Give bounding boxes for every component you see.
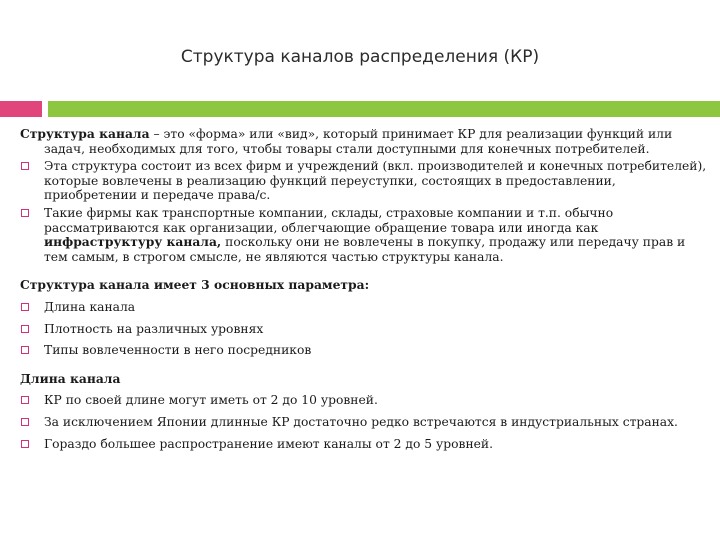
square-bullet-icon <box>21 396 29 404</box>
list-item <box>20 322 712 337</box>
list-item-text: Гораздо большее распространение имеют каналы от 2 до 5 уровней. <box>44 436 494 451</box>
list-item-text: За исключением Японии длинные КР достаточно редко встречаются в индустриальных странах. <box>44 414 678 429</box>
square-bullet-icon <box>21 325 29 333</box>
accent-bar-pink <box>0 101 42 117</box>
square-bullet-icon <box>21 162 29 170</box>
list-item-text: Эта структура состоит из всех фирм и учреждений (вкл. производителей и конечных потребителей), которые вовлечены в реализацию функций переуступки, состоящих в предоставлении, приобретении и передаче права/с. <box>44 159 707 203</box>
list-item-text: Такие фирмы как транспортные компании, склады, страховые компании и т.п. обычно рассматриваются как организации, облегчающие обращение товара или иногда как <box>44 205 614 235</box>
square-bullet-icon <box>21 209 29 217</box>
list-item <box>20 206 712 264</box>
intro-definition: – это «форма» или «вид», который принимает КР для реализации функций или задач, необходимых для того, чтобы товары стали доступными для конечных потребителей. <box>44 127 673 156</box>
list-item-text-cont: поскольку они не вовлечены в покупку, продажу или передачу прав и тем самым, в строгом смысле, не являются частью структуры канала. <box>44 235 686 264</box>
square-bullet-icon <box>21 303 29 311</box>
list-item <box>20 159 712 203</box>
list-item-text: Длина канала <box>44 299 136 314</box>
list-item <box>20 415 712 430</box>
slide-title: Структура каналов распределения (КР) <box>180 47 540 67</box>
length-section <box>20 372 712 451</box>
params-section <box>20 278 712 357</box>
intro-term: Структура канала <box>20 126 150 141</box>
list-item <box>20 393 712 408</box>
intro-paragraph <box>20 127 712 156</box>
list-item <box>20 300 712 315</box>
accent-bar-green <box>48 101 720 117</box>
list-item-text: КР по своей длине могут иметь от 2 до 10 уровней. <box>44 393 378 408</box>
list-item <box>20 343 712 358</box>
list-item-bold-term: инфраструктуру канала, <box>44 234 222 250</box>
list-item-text: Типы вовлеченности в него посредников <box>44 343 312 358</box>
square-bullet-icon <box>21 418 29 426</box>
square-bullet-icon <box>21 346 29 354</box>
length-heading: Длина канала <box>20 370 121 386</box>
slide-content <box>20 127 712 451</box>
list-item-text: Плотность на различных уровнях <box>44 321 264 336</box>
params-heading: Структура канала имеет 3 основных параметра: <box>20 277 370 293</box>
list-item <box>20 437 712 452</box>
square-bullet-icon <box>21 440 29 448</box>
